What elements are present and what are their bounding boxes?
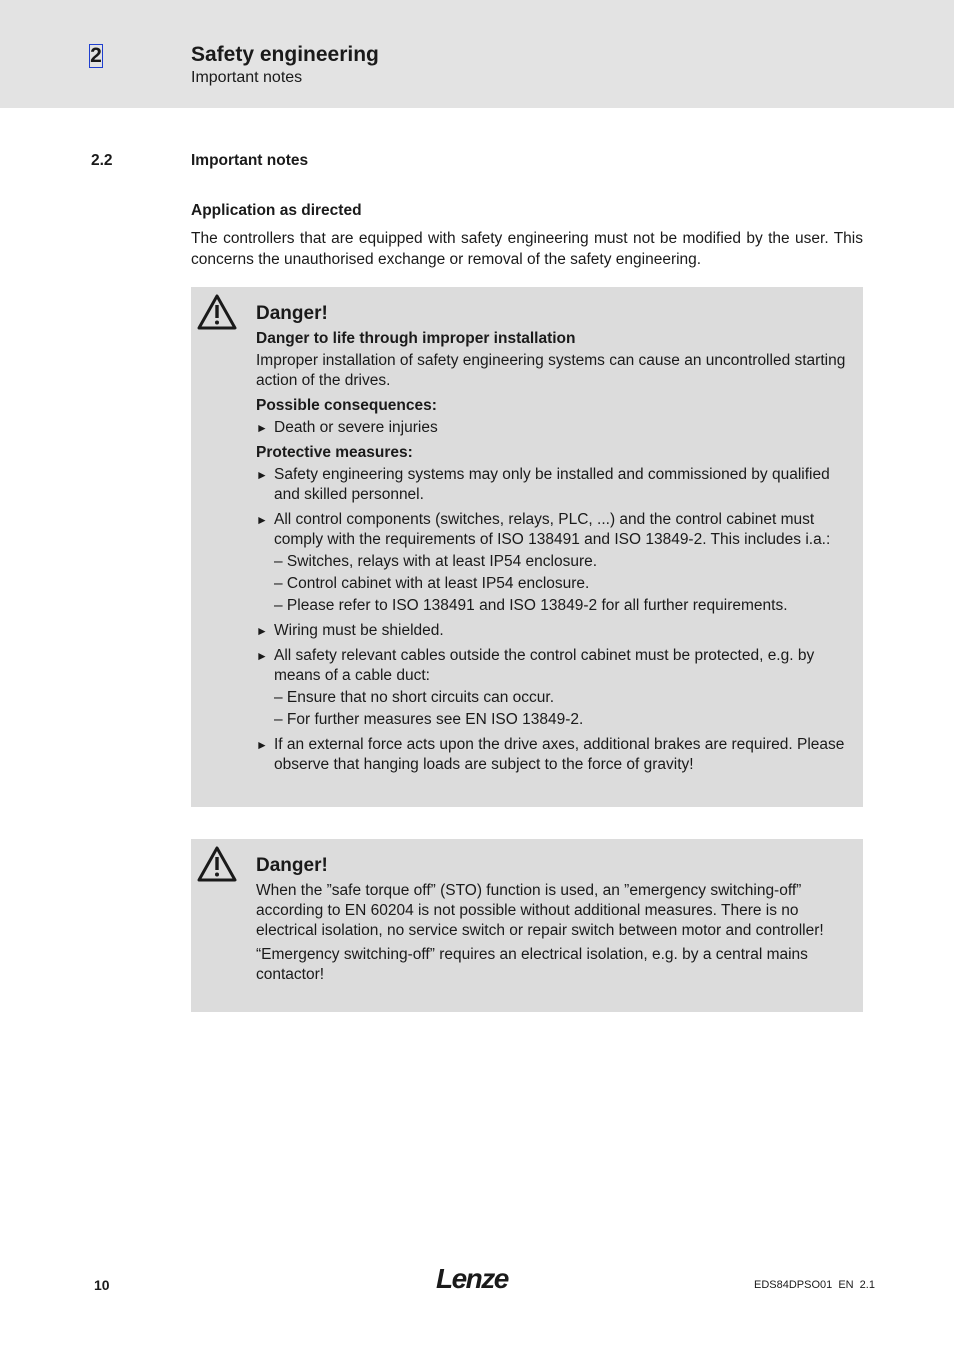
warning-triangle-icon xyxy=(196,293,238,331)
measure-text: Safety engineering systems may only be installed and commissioned by qualified and skilled personnel. xyxy=(274,466,830,503)
measure-item xyxy=(256,510,853,616)
measure-item xyxy=(256,646,853,730)
chapter-number-link[interactable]: 2 xyxy=(90,44,102,67)
chapter-title: Safety engineering xyxy=(191,43,379,66)
measure-item xyxy=(256,621,853,641)
arrow-right-icon: ► xyxy=(256,513,268,527)
chapter-subtitle: Important notes xyxy=(191,69,303,86)
measure-subitem: – Switches, relays with at least IP54 enclosure. xyxy=(274,553,598,570)
lenze-logo: Lenze xyxy=(436,1263,508,1294)
danger-intro: Improper installation of safety engineering systems can cause an uncontrolled starting action of the drives. xyxy=(256,352,846,389)
measures-heading: Protective measures: xyxy=(256,444,413,461)
danger-title: Danger! xyxy=(256,303,328,324)
danger-box-sto xyxy=(191,839,863,1012)
danger-box-installation xyxy=(191,287,863,807)
danger-paragraph: When the ”safe torque off” (STO) function is used, an ”emergency switching-off” according to EN 60204 is not possible without additional measures. There is no electrical isolation, no service switch or repair switch between motor and controller! xyxy=(256,882,824,939)
arrow-right-icon: ► xyxy=(256,738,268,752)
measure-text: Wiring must be shielded. xyxy=(274,622,444,639)
page-number: 10 xyxy=(94,1277,110,1293)
measure-item xyxy=(256,735,853,775)
measure-text: All safety relevant cables outside the control cabinet must be protected, e.g. by means of a cable duct: xyxy=(274,647,815,684)
danger-title: Danger! xyxy=(256,855,328,876)
measure-subitem: – Ensure that no short circuits can occur. xyxy=(274,689,554,706)
measure-text: If an external force acts upon the drive axes, additional brakes are required. Please observe that hanging loads are subject to the force of gravity! xyxy=(274,736,845,773)
section-title: Important notes xyxy=(191,152,309,169)
measure-text: All control components (switches, relays, PLC, ...) and the control cabinet must comply with the requirements of ISO 138491 and ISO 13849-2. This includes i.a.: xyxy=(274,511,831,548)
section-number: 2.2 xyxy=(91,152,113,169)
arrow-right-icon: ► xyxy=(256,649,268,663)
danger-box-content xyxy=(256,853,853,989)
arrow-right-icon: ► xyxy=(256,468,268,482)
danger-box-content xyxy=(256,301,853,780)
danger-subtitle: Danger to life through improper installation xyxy=(256,330,576,347)
arrow-right-icon: ► xyxy=(256,624,268,638)
measure-subitem: – Please refer to ISO 138491 and ISO 13849-2 for all further requirements. xyxy=(274,597,788,614)
page-header xyxy=(0,0,954,108)
application-heading: Application as directed xyxy=(191,202,362,219)
measure-item xyxy=(256,465,853,505)
danger-paragraph: “Emergency switching-off” requires an electrical isolation, e.g. by a central mains contactor! xyxy=(256,946,808,983)
application-text: The controllers that are equipped with safety engineering must not be modified by the user. This concerns the unauthorised exchange or removal of the safety engineering. xyxy=(191,230,863,268)
document-id: EDS84DPSO01 EN 2.1 xyxy=(754,1279,875,1291)
warning-triangle-icon xyxy=(196,845,238,883)
measure-subitem: – For further measures see EN ISO 13849-2. xyxy=(274,711,584,728)
measure-subitem: – Control cabinet with at least IP54 enclosure. xyxy=(274,575,590,592)
arrow-right-icon: ► xyxy=(256,421,268,435)
consequence-item xyxy=(256,418,853,438)
consequences-heading: Possible consequences: xyxy=(256,397,437,414)
consequence-text: Death or severe injuries xyxy=(274,419,438,436)
